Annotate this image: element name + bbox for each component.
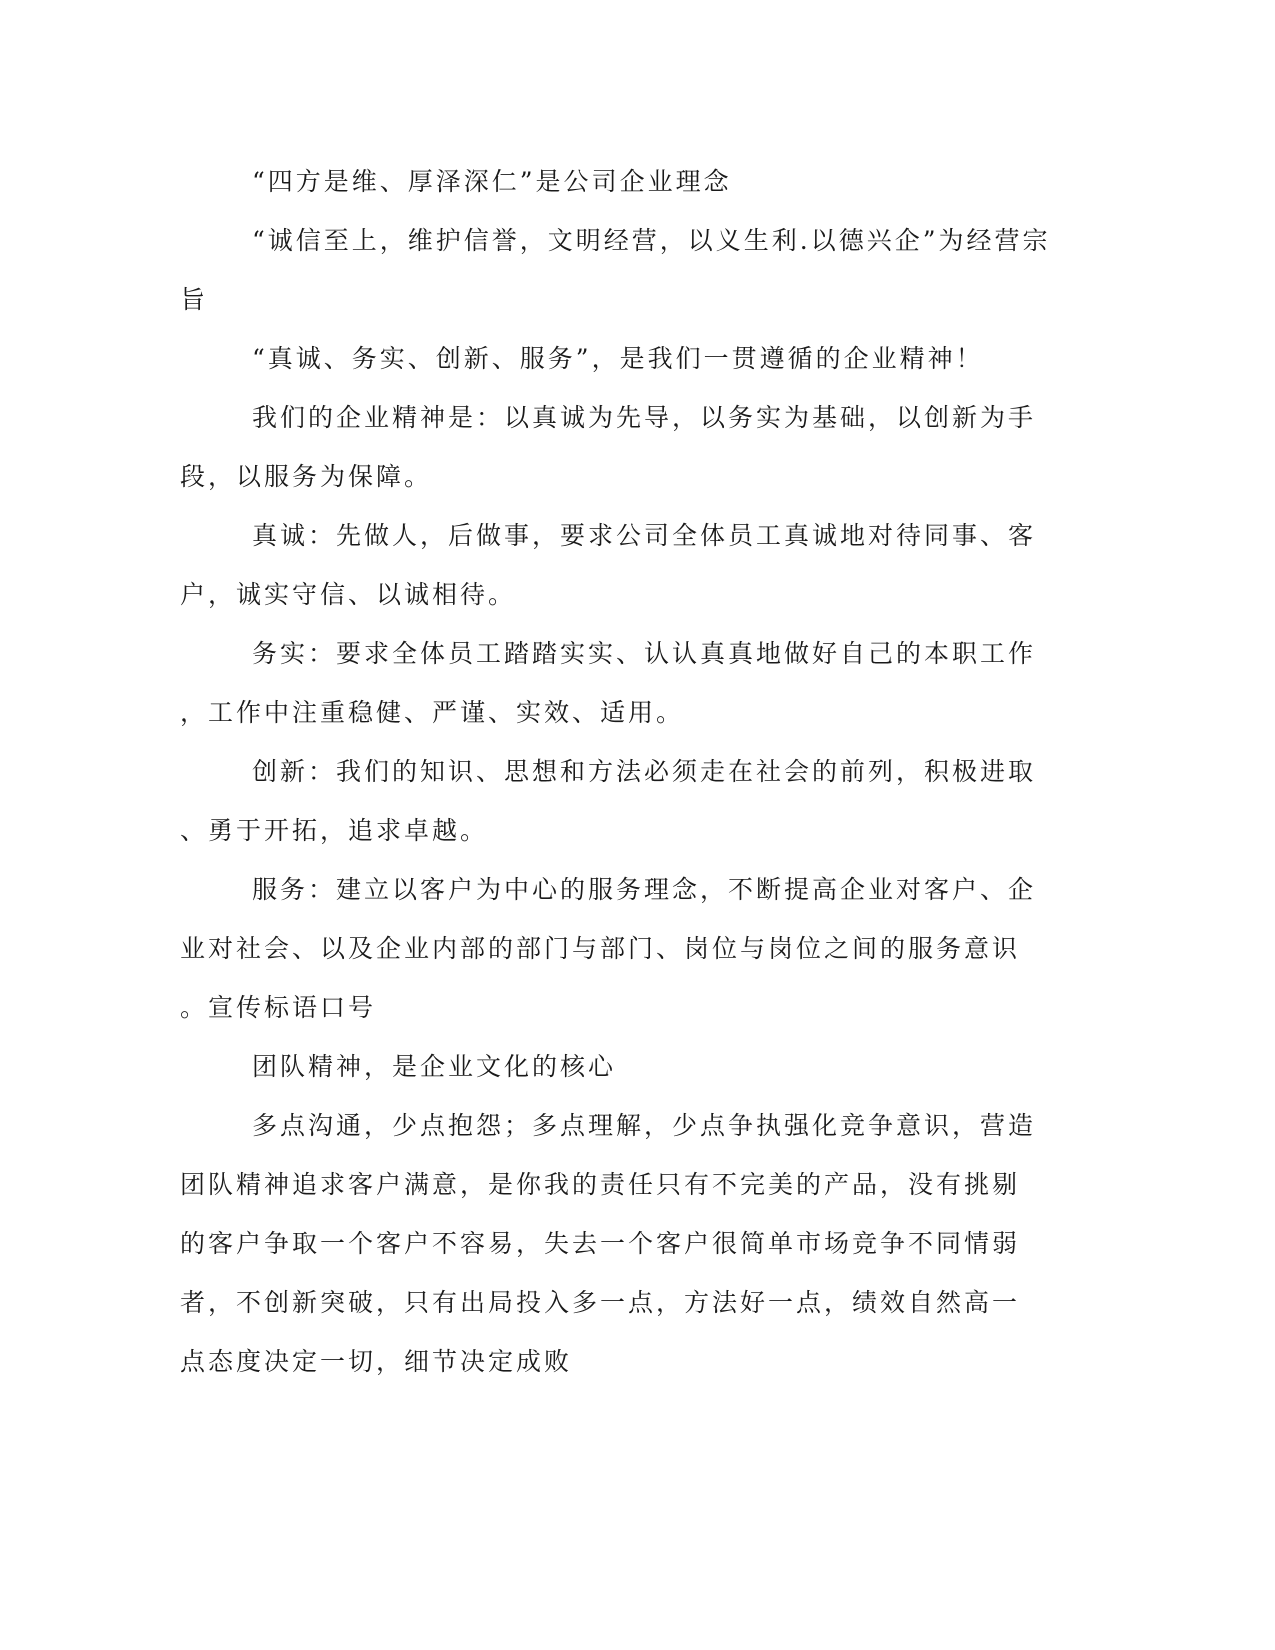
text-line-13: 服务：建立以客户为中心的服务理念，不断提高企业对客户、企 (252, 875, 1037, 904)
text-line-7: 真诚：先做人，后做事，要求公司全体员工真诚地对待同事、客 (252, 521, 1037, 550)
text-line-16: 团队精神，是企业文化的核心 (252, 1052, 617, 1081)
text-line-18: 团队精神追求客户满意，是你我的责任只有不完美的产品，没有挑剔 (180, 1170, 1021, 1199)
text-line-15: 。宣传标语口号 (180, 993, 377, 1022)
text-line-5: 我们的企业精神是：以真诚为先导，以务实为基础，以创新为手 (252, 403, 1037, 432)
text-line-12: 、勇于开拓，追求卓越。 (180, 816, 489, 845)
text-line-9: 务实：要求全体员工踏踏实实、认认真真地做好自己的本职工作 (252, 639, 1037, 668)
text-line-1: “四方是维、厚泽深仁”是公司企业理念 (252, 167, 732, 196)
text-line-3: 旨 (180, 285, 209, 314)
text-line-2: “诚信至上，维护信誉，文明经营，以义生利.以德兴企”为经营宗 (252, 226, 1051, 255)
text-line-21: 点态度决定一切，细节决定成败 (180, 1347, 573, 1376)
text-line-11: 创新：我们的知识、思想和方法必须走在社会的前列，积极进取 (252, 757, 1037, 786)
text-line-14: 业对社会、以及企业内部的部门与部门、岗位与岗位之间的服务意识 (180, 934, 1021, 963)
text-line-6: 段，以服务为保障。 (180, 462, 433, 491)
text-line-19: 的客户争取一个客户不容易，失去一个客户很简单市场竞争不同情弱 (180, 1229, 1021, 1258)
text-line-10: ，工作中注重稳健、严谨、实效、适用。 (180, 698, 685, 727)
text-line-17: 多点沟通，少点抱怨；多点理解，少点争执强化竞争意识，营造 (252, 1111, 1037, 1140)
text-line-4: “真诚、务实、创新、服务”，是我们一贯遵循的企业精神！ (252, 344, 984, 373)
text-line-8: 户，诚实守信、以诚相待。 (180, 580, 517, 609)
text-line-20: 者，不创新突破，只有出局投入多一点，方法好一点，绩效自然高一 (180, 1288, 1021, 1317)
